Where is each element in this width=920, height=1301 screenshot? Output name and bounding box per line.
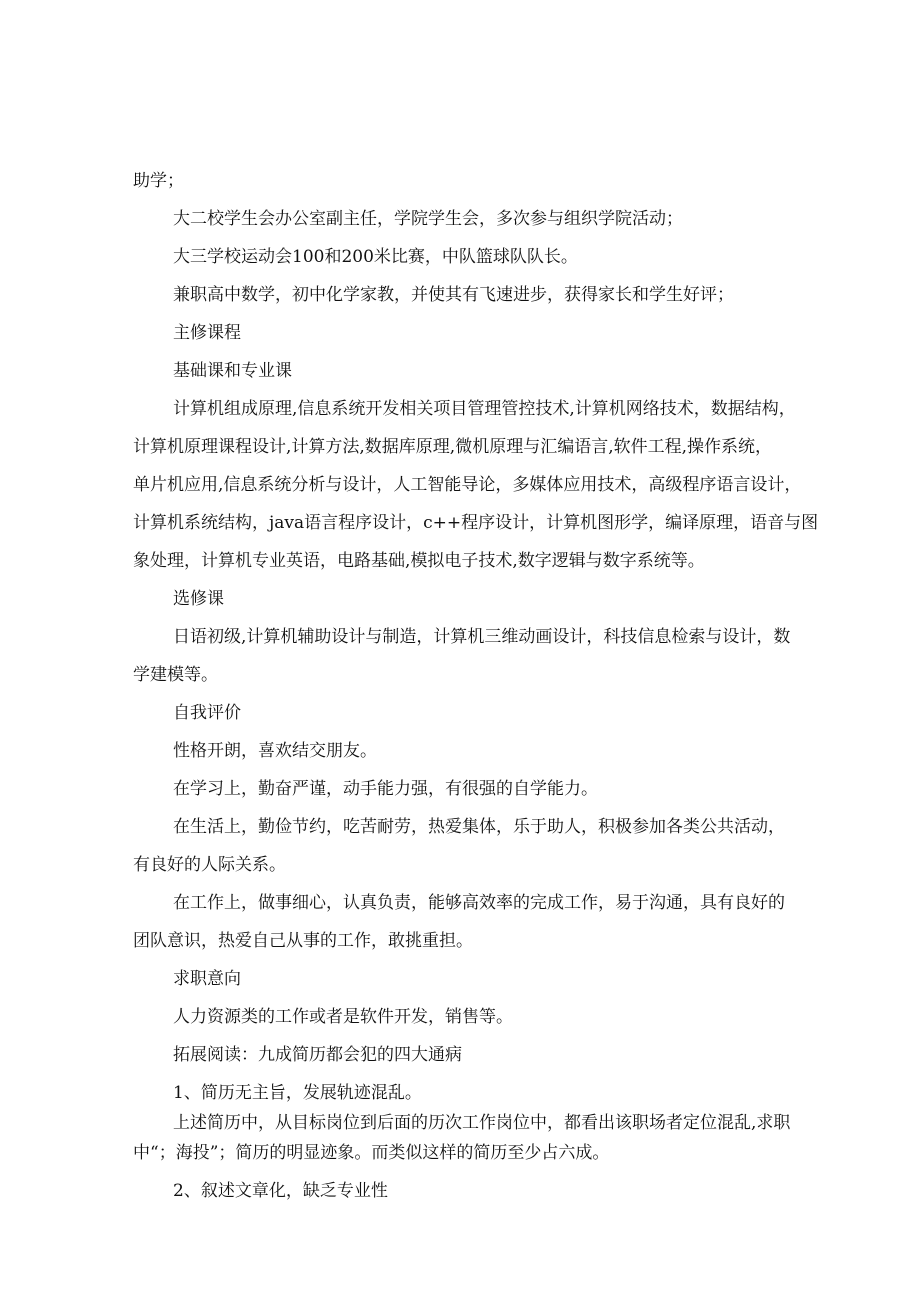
section-heading: 主修课程	[173, 323, 241, 343]
section-heading: 自我评价	[173, 703, 241, 723]
text-line: 兼职高中数学，初中化学家教，并使其有飞速进步，获得家长和学生好评；	[173, 285, 734, 305]
text-line: 计算机系统结构，java语言程序设计，c++程序设计，计算机图形学，编译原理，语音与图	[133, 513, 819, 533]
text-line: 大三学校运动会100和200米比赛，中队篮球队队长。	[173, 247, 578, 267]
text-line: 团队意识，热爱自己从事的工作，敢挑重担。	[133, 931, 473, 951]
text-line: 计算机原理课程设计,计算方法,数据库原理,微机原理与汇编语言,软件工程,操作系统，	[133, 437, 773, 457]
text-line: 在工作上，做事细心，认真负责，能够高效率的完成工作，易于沟通，具有良好的	[173, 893, 785, 913]
text-line: 2、叙述文章化，缺乏专业性	[173, 1181, 388, 1201]
text-line: 上述简历中，从目标岗位到后面的历次工作岗位中，都看出该职场者定位混乱,求职	[173, 1113, 791, 1133]
text-line: 在生活上，勤俭节约，吃苦耐劳，热爱集体，乐于助人，积极参加各类公共活动，	[173, 817, 785, 837]
text-line: 象处理，计算机专业英语，电路基础,模拟电子技术,数字逻辑与数字系统等。	[133, 551, 705, 571]
text-line: 性格开朗，喜欢结交朋友。	[173, 741, 377, 761]
text-line: 有良好的人际关系。	[133, 855, 286, 875]
section-heading: 求职意向	[173, 969, 241, 989]
section-heading: 拓展阅读：九成简历都会犯的四大通病	[173, 1045, 462, 1065]
text-line: 1、简历无主旨，发展轨迹混乱。	[173, 1083, 422, 1103]
text-line: 日语初级,计算机辅助设计与制造，计算机三维动画设计，科技信息检索与设计，数	[173, 627, 791, 647]
text-line: 学建模等。	[133, 665, 218, 685]
document-body	[133, 166, 819, 1206]
text-line: 在学习上，勤奋严谨，动手能力强，有很强的自学能力。	[173, 779, 598, 799]
section-heading: 基础课和专业课	[173, 361, 292, 381]
text-line: 计算机组成原理,信息系统开发相关项目管理管控技术,计算机网络技术，数据结构，	[173, 399, 796, 419]
section-heading: 选修课	[173, 589, 224, 609]
text-line: 人力资源类的工作或者是软件开发，销售等。	[173, 1007, 513, 1027]
text-line: 单片机应用,信息系统分析与设计，人工智能导论，多媒体应用技术，高级程序语言设计，	[133, 475, 802, 495]
text-line: 中“；海投”；简历的明显迹象。而类似这样的简历至少占六成。	[133, 1143, 610, 1163]
text-line: 大二校学生会办公室副主任，学院学生会，多次参与组织学院活动；	[173, 209, 683, 229]
text-line: 助学；	[133, 171, 184, 191]
